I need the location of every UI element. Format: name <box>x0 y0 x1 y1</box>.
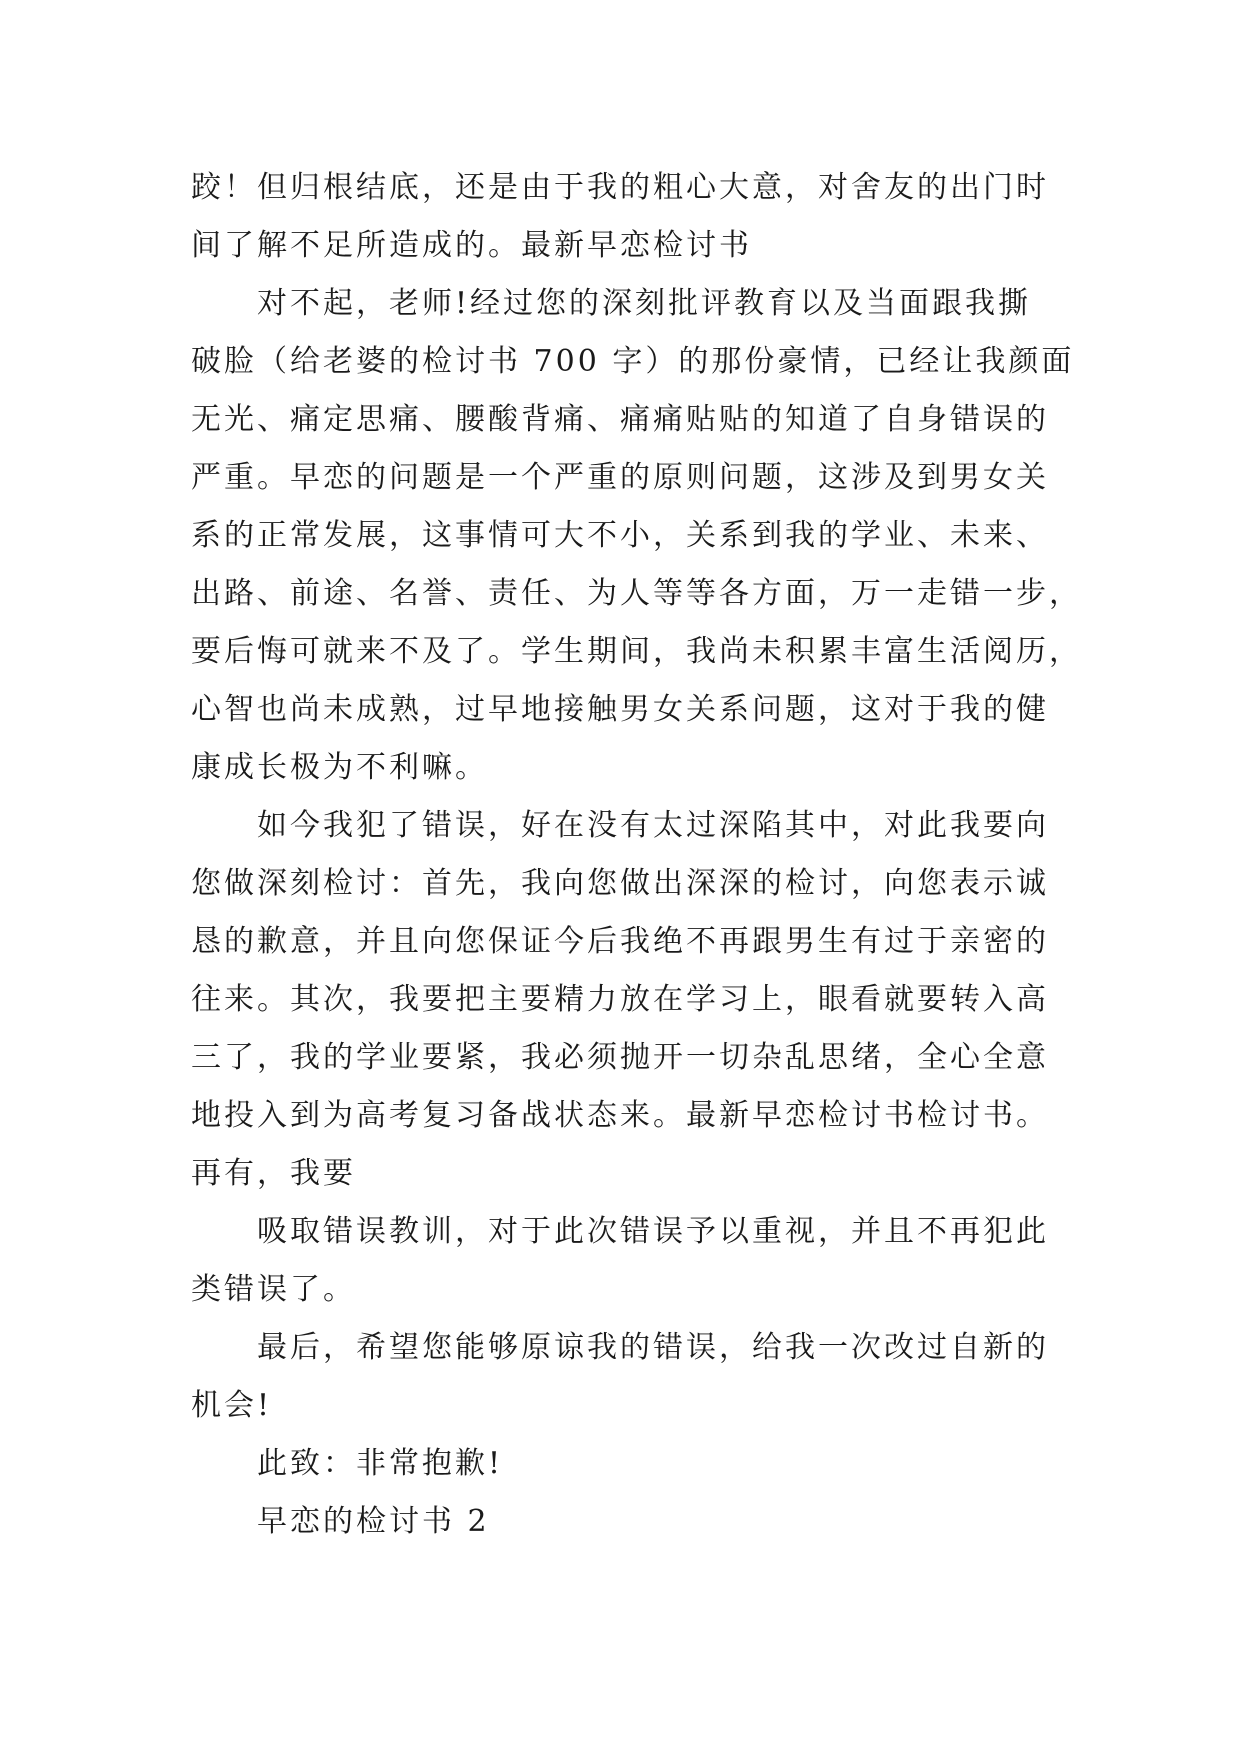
text-line: 恳的歉意，并且向您保证今后我绝不再跟男生有过于亲密的 <box>191 924 1049 959</box>
text-line: 此致：非常抱歉! <box>257 1446 504 1481</box>
text-line: 机会! <box>191 1388 273 1423</box>
text-line: 破脸（给老婆的检讨书 700 字）的那份豪情，已经让我颜面 <box>191 344 1075 379</box>
text-line: 出路、前途、名誉、责任、为人等等各方面，万一走错一步， <box>191 576 1082 611</box>
text-line: 再有，我要 <box>191 1156 356 1191</box>
text-line: 如今我犯了错误，好在没有太过深陷其中，对此我要向 <box>257 808 1049 843</box>
text-line: 早恋的检讨书 2 <box>257 1504 490 1539</box>
text-line: 康成长极为不利嘛。 <box>191 750 488 785</box>
text-line: 要后悔可就来不及了。学生期间，我尚未积累丰富生活阅历， <box>191 634 1082 669</box>
text-line: 无光、痛定思痛、腰酸背痛、痛痛贴贴的知道了自身错误的 <box>191 402 1049 437</box>
document-body <box>191 159 1082 1551</box>
text-line: 最后，希望您能够原谅我的错误，给我一次改过自新的 <box>257 1330 1049 1365</box>
text-line: 跤！但归根结底，还是由于我的粗心大意，对舍友的出门时 <box>191 170 1049 205</box>
text-line: 您做深刻检讨：首先，我向您做出深深的检讨，向您表示诚 <box>191 866 1049 901</box>
text-line: 系的正常发展，这事情可大不小，关系到我的学业、未来、 <box>191 518 1049 553</box>
text-line: 三了，我的学业要紧，我必须抛开一切杂乱思绪，全心全意 <box>191 1040 1049 1075</box>
text-line: 吸取错误教训，对于此次错误予以重视，并且不再犯此 <box>257 1214 1049 1249</box>
text-line: 对不起，老师!经过您的深刻批评教育以及当面跟我撕 <box>257 286 1032 321</box>
text-line: 间了解不足所造成的。最新早恋检讨书 <box>191 228 752 263</box>
text-line: 心智也尚未成熟，过早地接触男女关系问题，这对于我的健 <box>191 692 1049 727</box>
text-line: 严重。早恋的问题是一个严重的原则问题，这涉及到男女关 <box>191 460 1049 495</box>
text-line: 往来。其次，我要把主要精力放在学习上，眼看就要转入高 <box>191 982 1049 1017</box>
text-line: 地投入到为高考复习备战状态来。最新早恋检讨书检讨书。 <box>191 1098 1049 1133</box>
text-line: 类错误了。 <box>191 1272 356 1307</box>
